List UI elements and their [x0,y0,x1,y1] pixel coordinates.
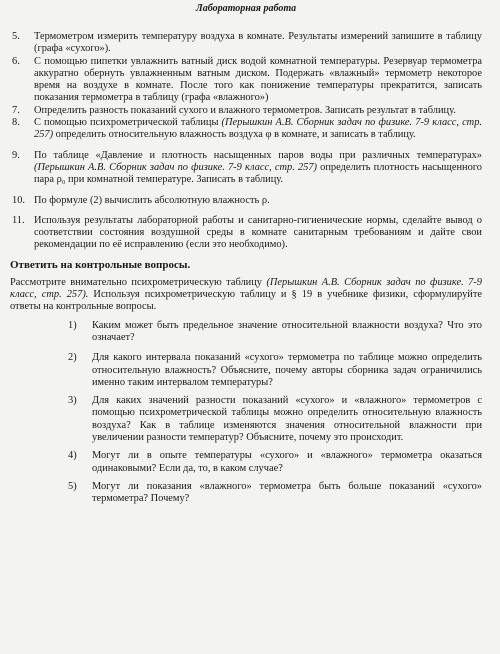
question-1 [10,320,482,345]
question-4 [10,450,482,475]
question-text: Каким может быть предельное значение относительной влажности воздуха? Что это означает? [92,319,482,343]
step-text: С помощью пипетки увлажнить ватный диск водой комнатной температуры. Резервуар термометра аккуратно обернуть увлажненным ватным диском. Подержать «влажный» термометр некоторое время на воздухе в комнате. После того как понижение температуры прекратится, записать показания термометра в таблицу (графа «влажного») [34,55,482,104]
question-text: Для каких значений разности показаний «сухого» и «влажного» термометров с помощью психрометрической таблицы можно определить относительную влажность воздуха? Как в таблице изменяются значения относительной влажности при увеличении разности температур? Объясните, почему это происходит. [92,395,482,444]
step-text: По таблице «Давление и плотность насыщенных паров воды при различных температурах» [34,149,482,161]
question-number: 4) [68,450,77,462]
step-text: По формуле (2) вычислить абсолютную влажность ρ. [34,194,270,206]
procedure-steps [10,31,482,252]
step-9 [10,150,482,187]
book-reference: (Перышкин А.В. Сборник задач по физике. 7-9 класс, стр. 257). [10,276,482,301]
step-6 [10,56,482,105]
control-questions [10,320,482,506]
step-5 [10,31,482,56]
step-number: 7. [12,104,20,116]
step-text: определить относительную влажность воздуха φ в комнате, и записать в таблицу. [53,129,416,141]
question-number: 1) [68,319,77,331]
question-number: 5) [68,480,77,492]
step-number: 11. [12,214,25,226]
question-text: Для какого интервала показаний «сухого» термометра по таблице можно определить относительную влажность? Объясните, почему авторы сборника задач ограничились именно таким интервалом температуры? [92,352,482,388]
step-number: 8. [12,117,20,129]
step-8 [10,117,482,142]
question-text: Могут ли показания «влажного» термометра быть больше показаний «сухого» термометра? Почему? [92,480,482,505]
step-number: 6. [12,55,20,67]
book-reference: (Перышкин А.В. Сборник задач по физике. 7-9 класс, стр. 257) [34,117,482,141]
question-3 [10,395,482,444]
question-2 [10,352,482,389]
question-text: Могут ли в опыте температуры «сухого» и «влажного» термометра оказаться одинаковыми? Если да, то, в каком случае? [92,450,482,474]
step-7 [10,105,482,117]
step-text: Используя результаты лабораторной работы и санитарно-гигиенические нормы, сделайте вывод о соответствии состояния воздушной среды в комнате санитарным требованиям и дайте свои рекомендации по её исправлению (если это необходимо). [34,214,482,251]
step-text: определить плотность насыщенного пара ρ₀ при комнатной температуре. Записать в таблицу. [34,161,482,186]
page-header: Лабораторная работа [195,3,297,14]
question-5 [10,481,482,506]
intro-text: Рассмотрите внимательно психрометрическую таблицу [10,276,267,288]
step-number: 9. [12,149,20,161]
step-text: Определить разность показаний сухого и влажного термометров. Записать результат в таблицу. [34,104,456,116]
step-number: 10. [12,194,25,206]
book-reference: (Перышкин А.В. Сборник задач по физике. 7-9 класс, стр. 257) [34,161,317,173]
section-heading: Ответить на контрольные вопросы. [10,258,191,271]
step-11 [10,215,482,252]
step-text: Термометром измерить температуру воздуха в комнате. Результаты измерений запишите в таблицу (графа «сухого»). [34,31,482,55]
step-number: 5. [12,31,20,42]
step-10 [10,195,482,207]
intro-text: Используя психрометрическую таблицу и § 19 в учебнике физики, сформулируйте ответы на контрольные вопросы. [10,289,482,313]
step-text: С помощью психрометрической таблицы [34,117,222,129]
question-number: 3) [68,395,77,407]
section-intro [10,277,482,314]
question-number: 2) [68,352,77,364]
